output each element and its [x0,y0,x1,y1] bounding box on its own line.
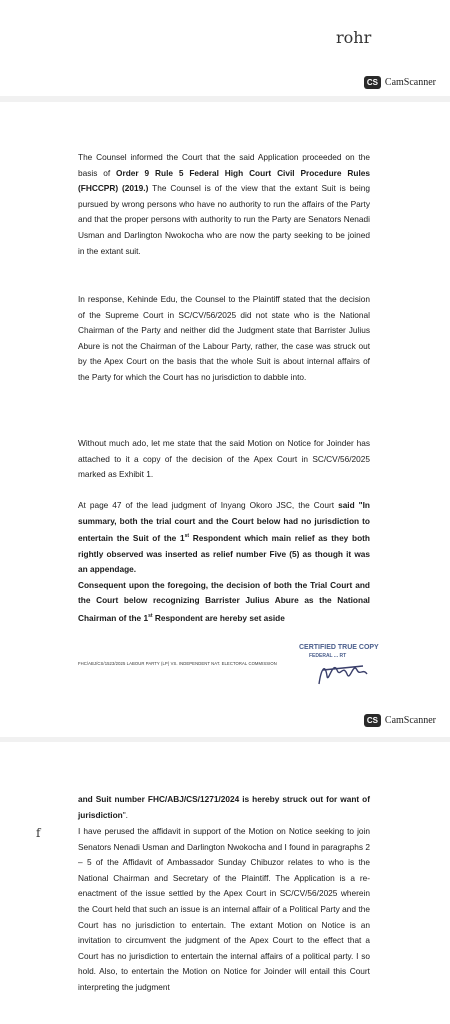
camscanner-label: CamScanner [384,77,436,88]
signature-scribble [319,666,367,684]
camscanner-label: CamScanner [384,715,436,726]
camscanner-badge-page1 [364,714,436,727]
paragraph-quote: At page 47 of the lead judgment of Inyang Okoro JSC, the Court said "In summary, both the trial court and the Court below had no jurisdiction to entertain the Suit of the 1st Respondent which main relief as they both rightly observed was inserted as relief number Five (5) as though it was an appendage. Consequent upon the foregoing, the decision of both the Trial Court and the Court below recognizing Barrister Julius Abure as the National Chairman of the 1st Respondent are hereby set aside [78,500,370,623]
paragraph-affidavit: I have perused the affidavit in support of the Motion on Notice seeking to join Senators Nenadi Usman and Darlington Nwokocha and I found in paragraphs 2 – 5 of the Affidavit of Ambassador Sunday Chibuzor relates to who is the National Chairman and Secretary of the Plaintiff. The Application is a re-enactment of the issue settled by the Apex Court in SC/CV/56/2025 wherein the Court held that such an issue is an internal affair of a Political Party and the Court has no jurisdiction to entertain. The extant Motion on Notice is an invitation to circumvent the judgment of the Apex Court to the effect that a Court has no jurisdiction to entertain the internal affairs of a political party. I so hold. Also, to entertain the Motion on Notice for Joinder will entail this Court interpreting the judgment [78,826,370,992]
certified-true-copy-stamp [297,640,389,690]
paragraph-struck-out: and Suit number FHC/ABJ/CS/1271/2024 is hereby struck out for want of jurisdiction". [78,794,370,820]
margin-mark: f [36,826,41,840]
paragraph-counsel-application: The Counsel informed the Court that the said Application proceeded on the basis of Order 9 Rule 5 Federal High Court Civil Procedure Rules (FHCCPR) (2019.) The Counsel is of the view that the extant Suit is being pursued by wrong persons who have no authority to run the affairs of the Party and that the proper persons with authority to run the Party are Senators Nenadi Usman and Darlington Nwokocha who are now the party seeking to be joined in the extant suit. [78,152,370,256]
camscanner-icon: CS [364,714,381,727]
stamp-graphic [297,640,389,690]
page-footer: FHC/ABJ/CS/1523/2025 LABOUR PARTY (LP) VS. INDEPENDENT NAT. ELECTORAL COMMISSION [78,661,277,666]
handwritten-scribble: rohr [336,28,372,47]
page-top-strip [0,0,450,96]
stamp-text-2: FEDERAL ... RT [309,653,347,659]
paragraph-exhibit: Without much ado, let me state that the said Motion on Notice for Joinder has attached to it a copy of the decision of the Apex Court in SC/CV/56/2025 marked as Exhibit 1. [78,438,370,480]
camscanner-icon: CS [364,76,381,89]
camscanner-badge [364,76,436,89]
stamp-text-1: CERTIFIED TRUE COPY [299,644,379,651]
paragraph-response: In response, Kehinde Edu, the Counsel to the Plaintiff stated that the decision of the Supreme Court in SC/CV/56/2025 did not state who is the National Chairman of the Party and neither did the Judgment state that Barrister Julius Abure is not the Chairman of the Labour Party, rather, the case was struck out by the Apex Court on the basis that the whole Suit is about internal affairs of the Party for which the Court has no jurisdiction to dabble into. [78,294,370,382]
